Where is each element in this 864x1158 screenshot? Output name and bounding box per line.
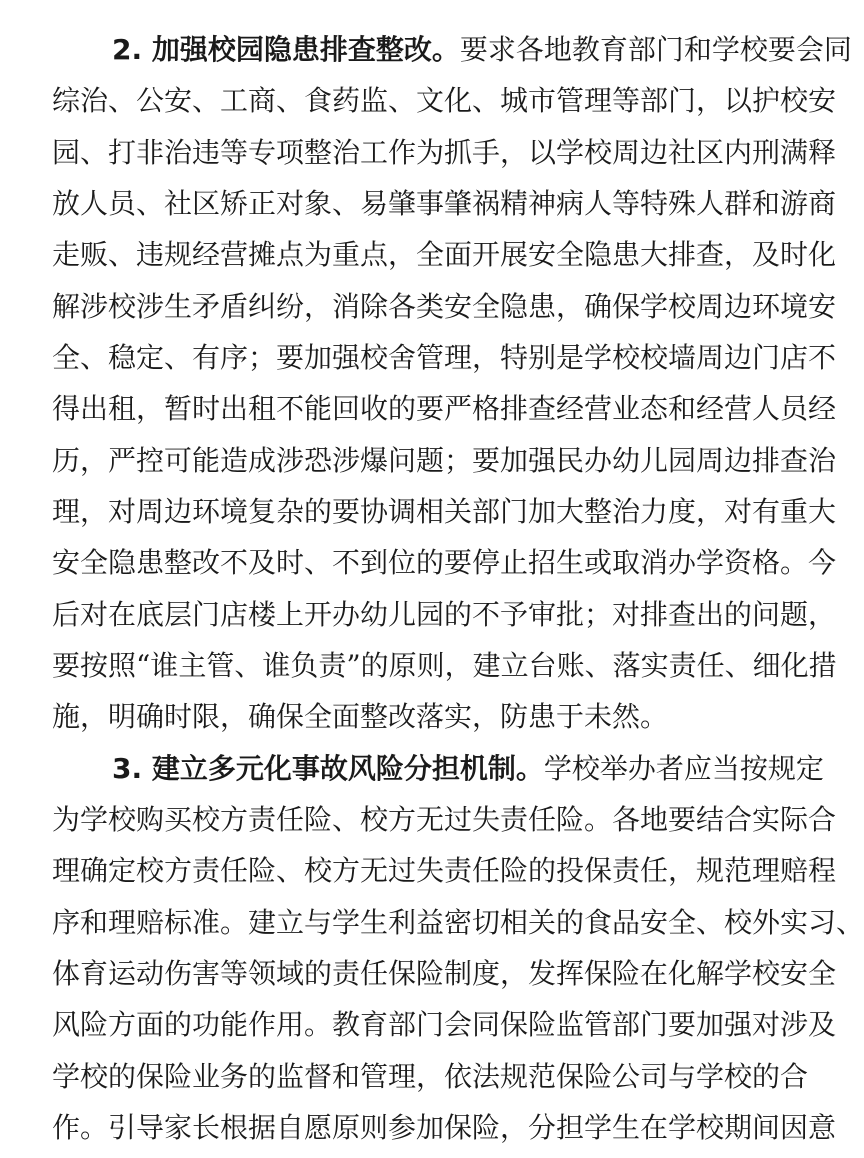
paragraph-line: 为学校购买校方责任险、校方无过失责任险。各地要结合实际合: [52, 803, 837, 836]
paragraph-line: 风险方面的功能作用。教育部门会同保险监管部门要加强对涉及: [52, 1008, 837, 1041]
paragraph-line: 安全隐患整改不及时、不到位的要停止招生或取消办学资格。今: [52, 546, 837, 579]
section-2-heading: 2. 加强校园隐患排查整改。: [112, 33, 460, 66]
paragraph-line: 学校的保险业务的监督和管理，依法规范保险公司与学校的合: [52, 1060, 809, 1093]
paragraph-line: 施，明确时限，确保全面整改落实，防患于未然。: [52, 700, 669, 733]
paragraph-line: 园、打非治违等专项整治工作为抓手，以学校周边社区内刑满释: [52, 136, 837, 169]
paragraph-line: 后对在底层门店楼上开办幼儿园的不予审批；对排查出的问题，: [52, 598, 837, 631]
paragraph-line: 解涉校涉生矛盾纠纷，消除各类安全隐患，确保学校周边环境安: [52, 290, 837, 323]
paragraph-line: 综治、公安、工商、食药监、文化、城市管理等部门，以护校安: [52, 84, 837, 117]
paragraph-line: 全、稳定、有序；要加强校舍管理，特别是学校校墙周边门店不: [52, 341, 837, 374]
section-3-first-line-text: 学校举办者应当按规定: [543, 752, 824, 785]
paragraph-line: 放人员、社区矫正对象、易肇事肇祸精神病人等特殊人群和游商: [52, 187, 837, 220]
paragraph-line: 走贩、违规经营摊点为重点，全面开展安全隐患大排查，及时化: [52, 238, 837, 271]
paragraph-line: 得出租，暂时出租不能回收的要严格排查经营业态和经营人员经: [52, 392, 837, 425]
paragraph-line: 要按照“谁主管、谁负责”的原则，建立台账、落实责任、细化措: [52, 649, 837, 682]
paragraph-line: 理，对周边环境复杂的要协调相关部门加大整治力度，对有重大: [52, 495, 837, 528]
paragraph-line: 作。引导家长根据自愿原则参加保险，分担学生在学校期间因意: [52, 1111, 837, 1144]
paragraph-line: 体育运动伤害等领域的责任保险制度，发挥保险在化解学校安全: [52, 957, 837, 990]
section-2-first-line-text: 要求各地教育部门和学校要会同: [459, 33, 852, 66]
paragraph-line: 历，严控可能造成涉恐涉爆问题；要加强民办幼儿园周边排查治: [52, 444, 837, 477]
paragraph-line: 序和理赔标准。建立与学生利益密切相关的食品安全、校外实习、: [52, 906, 864, 939]
section-3-heading: 3. 建立多元化事故风险分担机制。: [112, 752, 544, 785]
paragraph-line: 理确定校方责任险、校方无过失责任险的投保责任，规范理赔程: [52, 854, 837, 887]
section-2-first-line: [112, 28, 852, 72]
section-3-first-line: [112, 747, 824, 791]
